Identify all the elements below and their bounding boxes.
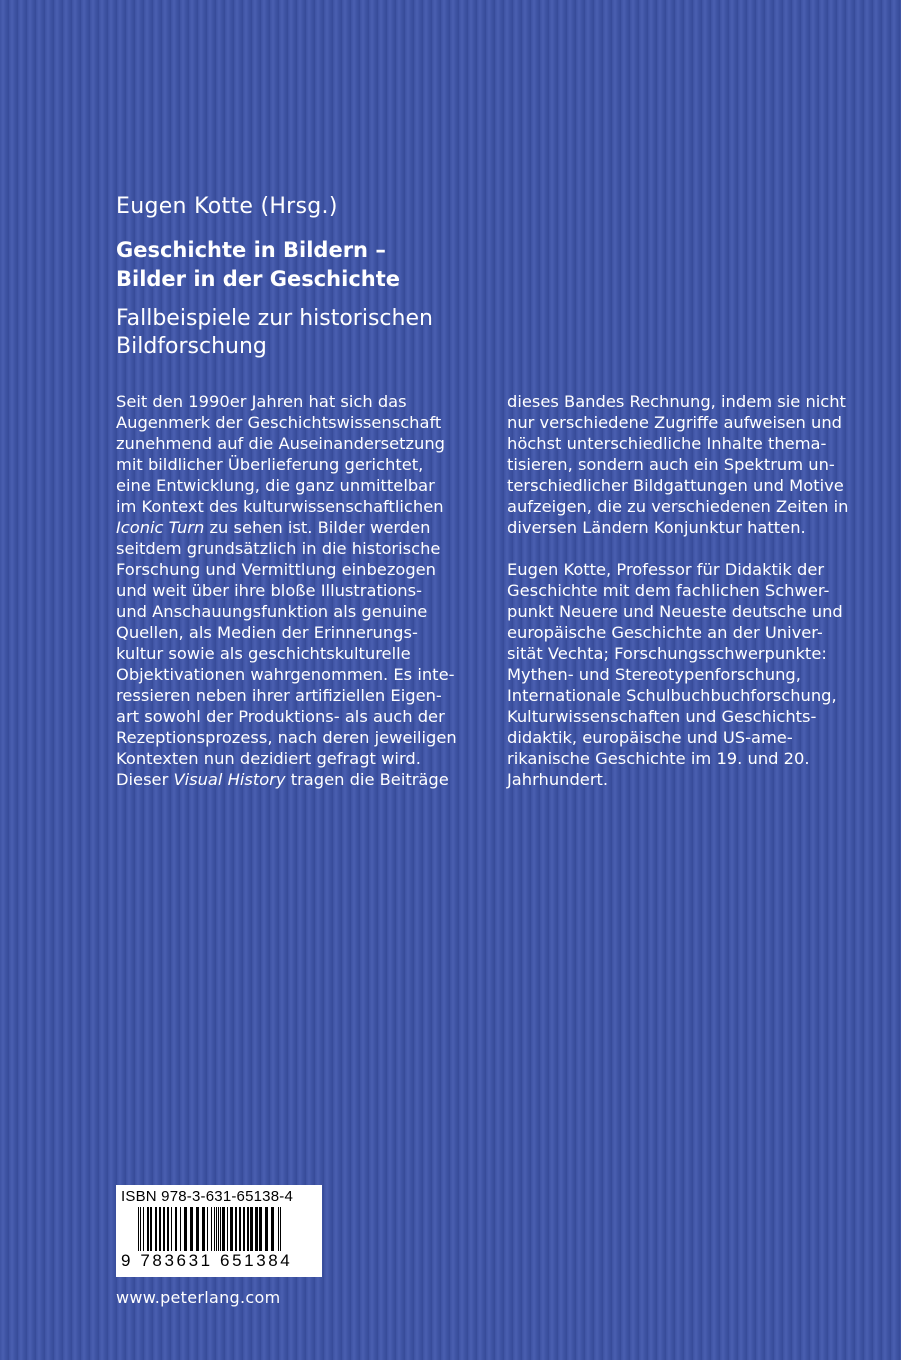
blurb-line: eine Entwicklung, die ganz unmittelbar [116, 476, 435, 495]
barcode-bar [190, 1207, 193, 1251]
barcode-bar [150, 1207, 152, 1251]
blurb-line [116, 769, 476, 790]
blurb-line [116, 517, 476, 538]
barcode-bar [216, 1207, 217, 1251]
barcode-bar [167, 1207, 169, 1251]
book-subtitle-line-1: Fallbeispiele zur historischen [116, 306, 433, 331]
barcode-bar [171, 1207, 172, 1251]
blurb-line: Kontexten nun dezidiert gefragt wird. [116, 749, 421, 768]
barcode-bar [155, 1207, 157, 1251]
barcode-bar [184, 1207, 187, 1251]
iconic-turn-term: Iconic Turn [116, 518, 205, 537]
blurb-right-column [507, 391, 867, 790]
blurb-line: diversen Ländern Konjunktur hatten. [507, 518, 806, 537]
barcode-bar [222, 1207, 225, 1251]
blurb-line: zunehmend auf die Auseinandersetzung [116, 434, 446, 453]
blurb-left-column [116, 391, 476, 790]
blurb-line-text: Dieser [116, 770, 174, 789]
barcode-bar [220, 1207, 221, 1251]
blurb-line: im Kontext des kulturwissenschaftlichen [116, 497, 444, 516]
book-title-line-2: Bilder in der Geschichte [116, 267, 401, 291]
blurb-line: seitdem grundsätzlich in die historische [116, 539, 441, 558]
author-bio-line: Internationale Schulbuchbuchforschung, [507, 686, 837, 705]
isbn-label: ISBN 978-3-631-65138-4 [121, 1188, 294, 1205]
blurb-line: ressieren neben ihrer artifiziellen Eigen- [116, 686, 442, 705]
barcode-bar [218, 1207, 219, 1251]
blurb-line-text: zu sehen ist. Bilder werden [204, 518, 431, 537]
author-bio-line: punkt Neuere und Neueste deutsche und [507, 602, 843, 621]
blurb-line: art sowohl der Produktions- als auch der [116, 707, 445, 726]
author-bio-line: Mythen- und Stereotypenforschung, [507, 665, 801, 684]
publisher-website: www.peterlang.com [116, 1288, 281, 1307]
author-bio-line: didaktik, europäische und US-ame- [507, 728, 793, 747]
barcode-bar [211, 1207, 212, 1251]
barcode-bar [259, 1207, 262, 1251]
author-bio-line: Jahrhundert. [507, 770, 609, 789]
barcode-bar [175, 1207, 177, 1251]
blurb-line: dieses Bandes Rechnung, indem sie nicht [507, 392, 846, 411]
book-title [116, 236, 400, 294]
blurb-line: Rezeptionsprozess, nach deren jeweiligen [116, 728, 457, 747]
book-title-line-1: Geschichte in Bildern – [116, 238, 386, 262]
editor-name: Eugen Kotte (Hrsg.) [116, 194, 338, 219]
blurb-line: kultur sowie als geschichtskulturelle [116, 644, 411, 663]
barcode-bar [147, 1207, 149, 1251]
blurb-line: Forschung und Vermittlung einbezogen [116, 560, 436, 579]
barcode-bar [239, 1207, 241, 1251]
barcode-bar [143, 1207, 144, 1251]
author-bio-line: Kulturwissenschaften und Geschichts- [507, 707, 817, 726]
author-bio-line: Eugen Kotte, Professor für Didaktik der [507, 560, 825, 579]
barcode-bar [230, 1207, 233, 1251]
blurb-line: Seit den 1990er Jahren hat sich das [116, 392, 407, 411]
barcode-bar [163, 1207, 165, 1251]
blurb-line: und Anschauungsfunktion als genuine [116, 602, 428, 621]
book-subtitle-line-2: Bildforschung [116, 334, 267, 359]
author-bio-line: rikanische Geschichte im 19. und 20. [507, 749, 810, 768]
blurb-line-text: tragen die Beiträge [285, 770, 449, 789]
barcode-bar [227, 1207, 228, 1251]
author-bio-line: sität Vechta; Forschungsschwerpunkte: [507, 644, 827, 663]
barcode-bar [207, 1207, 208, 1251]
barcode-bar [250, 1207, 253, 1251]
blurb-line: aufzeigen, die zu verschiedenen Zeiten in [507, 497, 849, 516]
barcode-bar [235, 1207, 237, 1251]
author-bio-line: europäische Geschichte an der Univer- [507, 623, 823, 642]
barcode-bar [243, 1207, 245, 1251]
paragraph-gap [507, 538, 867, 559]
author-bio-line: Geschichte mit dem fachlichen Schwer- [507, 581, 830, 600]
isbn-barcode [116, 1185, 322, 1277]
barcode-bar [247, 1207, 249, 1251]
blurb-line: mit bildlicher Überlieferung gerichtet, [116, 455, 424, 474]
barcode-bar [271, 1207, 274, 1251]
barcode-bar [180, 1207, 181, 1251]
blurb-line: terschiedlicher Bildgattungen und Motive [507, 476, 844, 495]
blurb-line: tisieren, sondern auch ein Spektrum un- [507, 455, 835, 474]
barcode-bar [265, 1207, 268, 1251]
barcode-bar [159, 1207, 161, 1251]
barcode-bar [196, 1207, 199, 1251]
blurb-line: höchst unterschiedliche Inhalte thema- [507, 434, 827, 453]
blurb-line: Augenmerk der Geschichtswissenschaft [116, 413, 442, 432]
book-subtitle [116, 305, 433, 361]
isbn-digits: 9 783631 651384 [121, 1251, 293, 1270]
blurb-line: Quellen, als Medien der Erinnerungs- [116, 623, 418, 642]
blurb-line: Objektivationen wahrgenommen. Es inte- [116, 665, 455, 684]
blurb-line: und weit über ihre bloße Illustrations- [116, 581, 422, 600]
blurb-line: nur verschiedene Zugriffe aufweisen und [507, 413, 843, 432]
barcode-bar [202, 1207, 205, 1251]
visual-history-term: Visual History [173, 770, 286, 789]
barcode-bar [255, 1207, 258, 1251]
